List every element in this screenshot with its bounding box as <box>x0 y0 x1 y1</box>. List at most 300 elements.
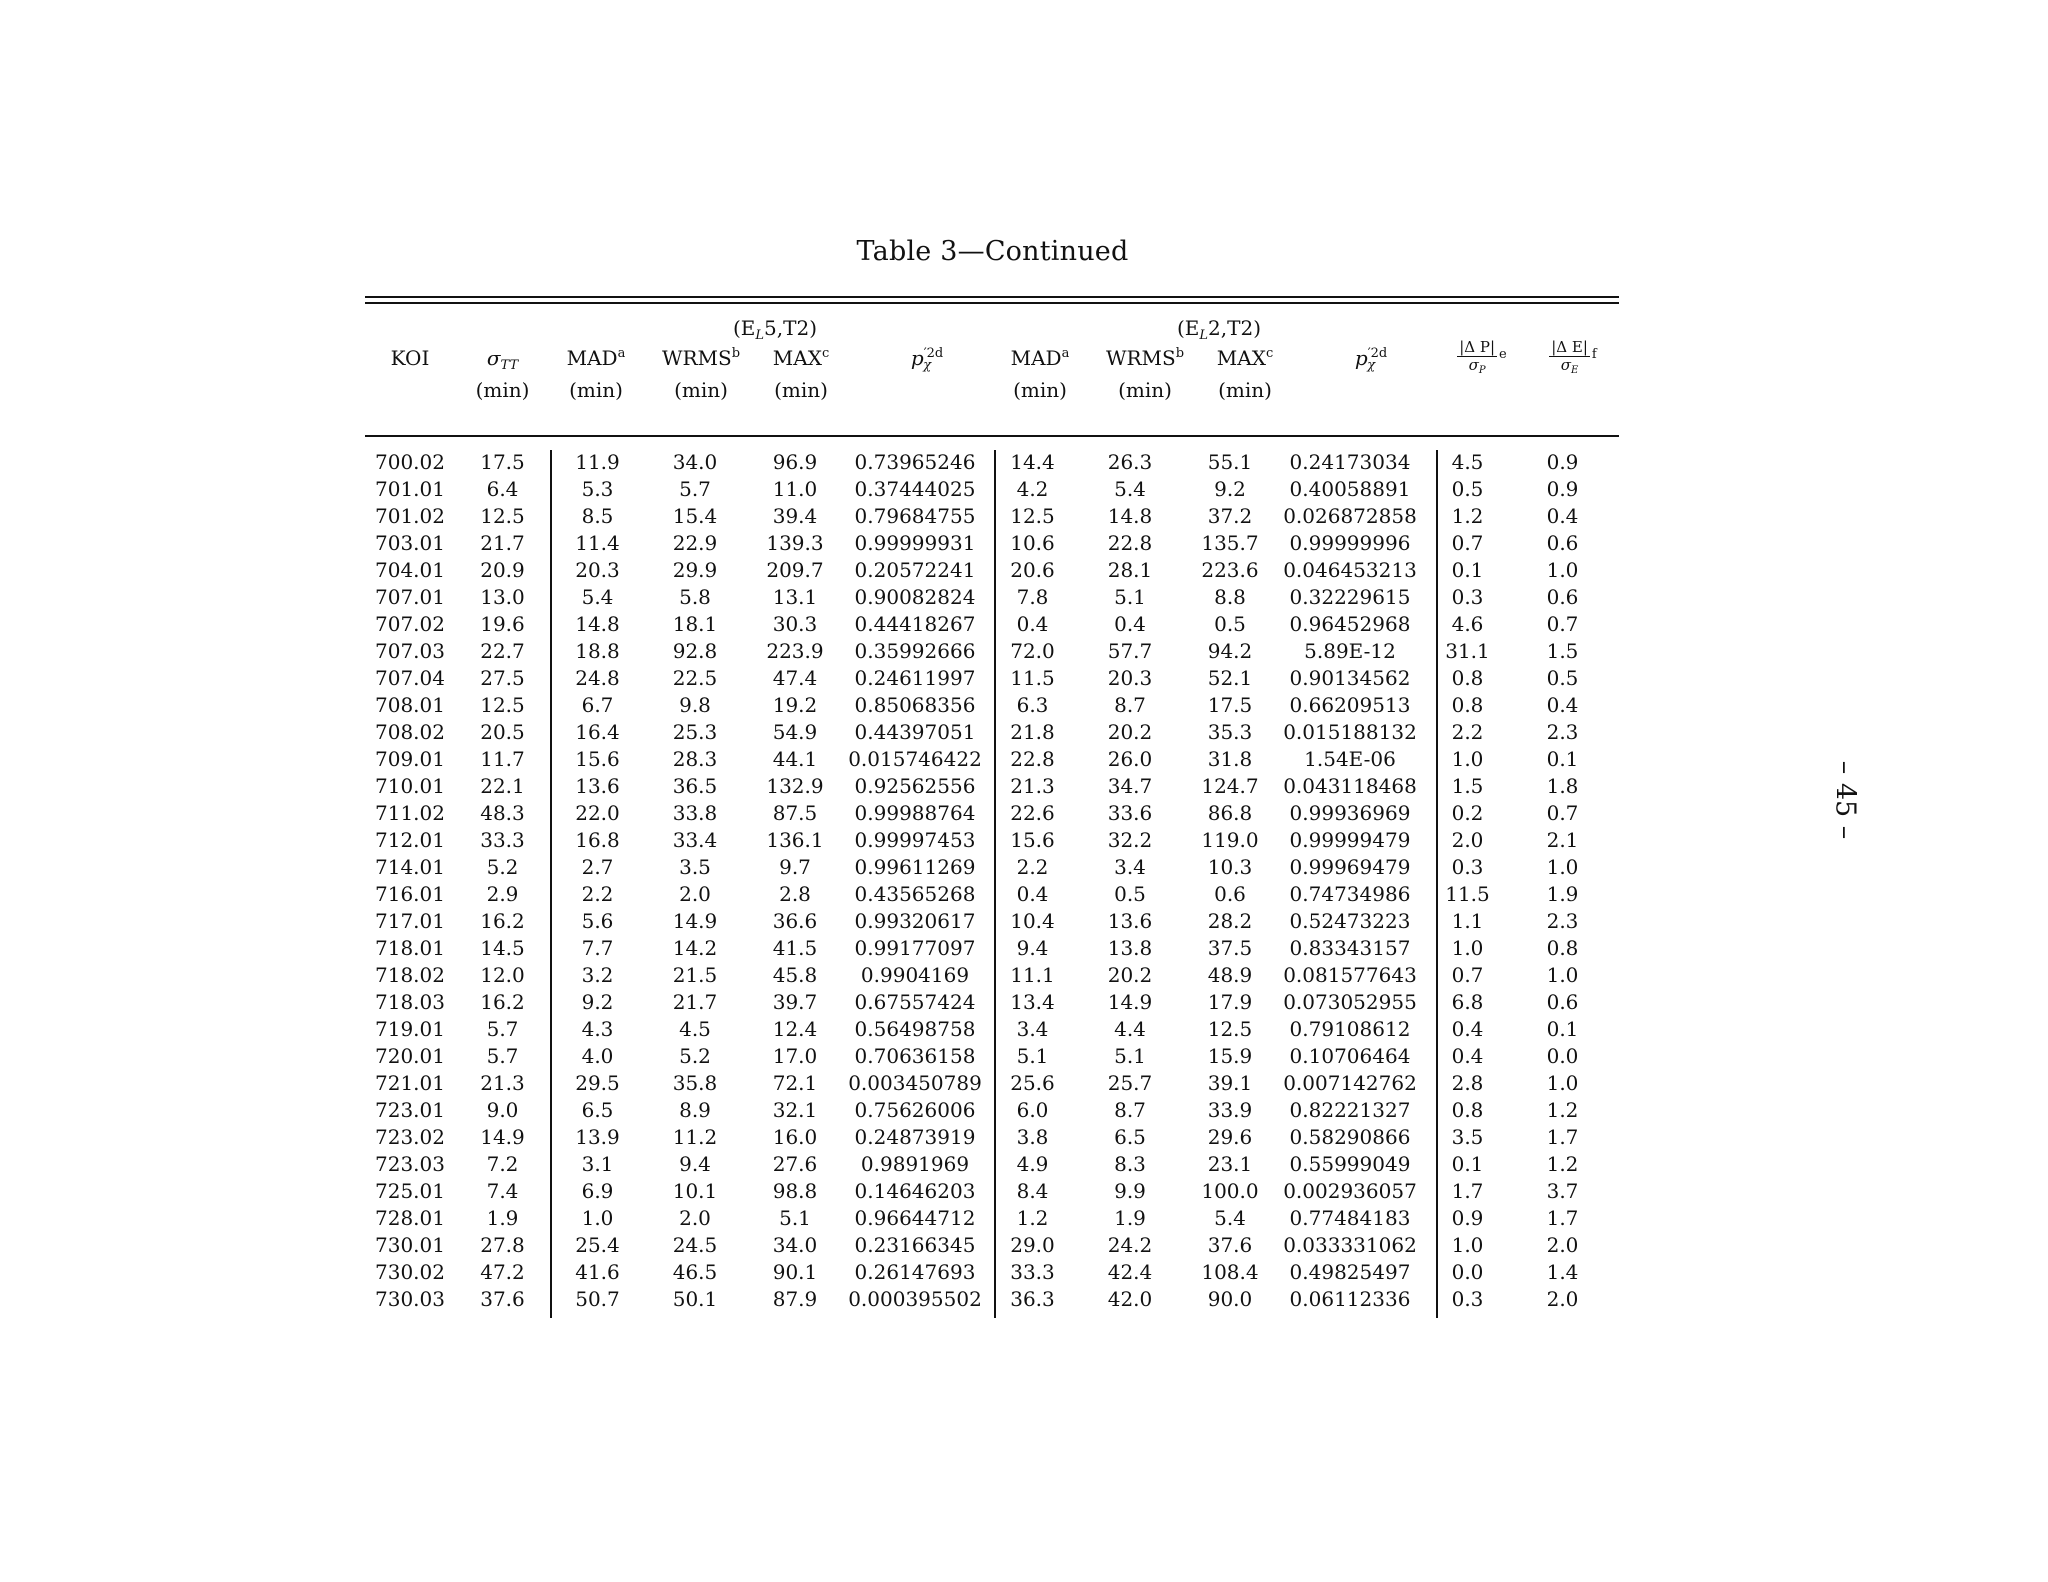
table-cell: 0.7 <box>1451 531 1484 555</box>
table-cell: 8.7 <box>1114 693 1146 717</box>
table-cell: 21.7 <box>480 531 525 555</box>
table-cell: 33.3 <box>1010 1260 1055 1284</box>
table-cell: 3.1 <box>581 1152 614 1176</box>
table-cell: 209.7 <box>766 558 824 582</box>
table-cell: 0.24173034 <box>1289 450 1411 474</box>
table-cell: 87.5 <box>772 801 818 825</box>
table-cell: 717.01 <box>375 909 445 933</box>
table-cell: 24.8 <box>575 666 620 690</box>
page-number: – 45 – <box>1829 760 1861 840</box>
table-cell: 90.0 <box>1207 1287 1253 1311</box>
table-cell: 8.5 <box>581 504 614 528</box>
table-cell: 21.5 <box>672 963 718 987</box>
table-cell: 54.9 <box>772 720 818 744</box>
table-cell: 0.081577643 <box>1283 963 1417 987</box>
table-cell: 2.7 <box>581 855 614 879</box>
table-cell: 2.1 <box>1546 828 1579 852</box>
table-cell: 30.3 <box>772 612 818 636</box>
table-cell: 1.8 <box>1546 774 1579 798</box>
table-cell: 3.2 <box>581 963 614 987</box>
table-cell: 29.9 <box>672 558 718 582</box>
table-cell: 3.4 <box>1016 1017 1049 1041</box>
table-cell: 710.01 <box>375 774 445 798</box>
table-cell: 3.5 <box>1451 1125 1484 1149</box>
table-cell: 6.5 <box>581 1098 614 1122</box>
table-cell: 108.4 <box>1201 1260 1259 1284</box>
table-cell: 4.4 <box>1114 1017 1146 1041</box>
table-cell: 50.7 <box>575 1287 620 1311</box>
table-cell: 704.01 <box>375 558 445 582</box>
table-cell: 44.1 <box>772 747 818 771</box>
column-divider-3 <box>1436 450 1438 1318</box>
table-cell: 0.9891969 <box>860 1152 970 1176</box>
table-cell: 1.0 <box>1546 558 1579 582</box>
table-cell: 5.4 <box>581 585 614 609</box>
table-cell: 11.5 <box>1445 882 1490 906</box>
header-rule <box>365 435 1619 437</box>
table-cell: 716.01 <box>375 882 445 906</box>
table-cell: 0.2 <box>1451 801 1484 825</box>
table-cell: 5.89E-12 <box>1304 639 1396 663</box>
table-cell: 20.5 <box>480 720 525 744</box>
table-cell: 0.1 <box>1546 747 1579 771</box>
table-cell: 0.06112336 <box>1289 1287 1411 1311</box>
table-cell: 12.4 <box>772 1017 818 1041</box>
table-cell: 33.6 <box>1107 801 1153 825</box>
table-cell: 1.2 <box>1546 1152 1579 1176</box>
col-header-wrms-1: WRMS$^b$ <box>661 346 741 370</box>
table-cell: 33.4 <box>672 828 718 852</box>
table-cell: 100.0 <box>1201 1179 1259 1203</box>
table-cell: 0.75626006 <box>854 1098 976 1122</box>
table-cell: 5.3 <box>581 477 614 501</box>
table-cell: 0.0 <box>1451 1260 1484 1284</box>
table-cell: 35.3 <box>1207 720 1253 744</box>
table-cell: 6.7 <box>581 693 614 717</box>
table-cell: 9.7 <box>779 855 811 879</box>
table-cell: 18.1 <box>672 612 718 636</box>
table-cell: 0.026872858 <box>1283 504 1417 528</box>
table-cell: 22.8 <box>1107 531 1153 555</box>
table-cell: 4.5 <box>679 1017 711 1041</box>
table-cell: 9.8 <box>679 693 711 717</box>
table-cell: 1.0 <box>1451 1233 1484 1257</box>
table-cell: 13.0 <box>480 585 525 609</box>
table-cell: 20.6 <box>1010 558 1055 582</box>
table-cell: 34.7 <box>1107 774 1153 798</box>
table-cell: 0.24873919 <box>854 1125 976 1149</box>
table-cell: 723.01 <box>375 1098 445 1122</box>
table-cell: 2.2 <box>1016 855 1049 879</box>
table-cell: 0.9904169 <box>860 963 970 987</box>
table-cell: 0.8 <box>1451 693 1484 717</box>
table-cell: 0.6 <box>1546 585 1579 609</box>
table-cell: 35.8 <box>672 1071 718 1095</box>
table-cell: 24.2 <box>1107 1233 1153 1257</box>
table-cell: 0.26147693 <box>854 1260 976 1284</box>
table-cell: 8.7 <box>1114 1098 1146 1122</box>
table-cell: 22.0 <box>575 801 620 825</box>
table-cell: 136.1 <box>766 828 824 852</box>
table-cell: 9.9 <box>1114 1179 1146 1203</box>
table-cell: 0.043118468 <box>1283 774 1417 798</box>
table-cell: 55.1 <box>1207 450 1253 474</box>
table-cell: 2.8 <box>1451 1071 1484 1095</box>
table-cell: 0.4 <box>1114 612 1146 636</box>
table-cell: 22.7 <box>480 639 525 663</box>
table-cell: 5.2 <box>486 855 519 879</box>
table-cell: 703.01 <box>375 531 445 555</box>
table-cell: 0.046453213 <box>1283 558 1417 582</box>
table-cell: 1.7 <box>1546 1125 1579 1149</box>
table-cell: 721.01 <box>375 1071 445 1095</box>
table-cell: 22.8 <box>1010 747 1055 771</box>
table-cell: 718.01 <box>375 936 445 960</box>
table-cell: 45.8 <box>772 963 818 987</box>
table-cell: 28.2 <box>1207 909 1253 933</box>
table-cell: 15.9 <box>1207 1044 1253 1068</box>
table-cell: 708.02 <box>375 720 445 744</box>
table-cell: 16.8 <box>575 828 620 852</box>
table-cell: 2.3 <box>1546 720 1579 744</box>
table-cell: 46.5 <box>672 1260 718 1284</box>
table-cell: 33.3 <box>480 828 525 852</box>
table-cell: 11.1 <box>1010 963 1055 987</box>
table-cell: 22.5 <box>672 666 718 690</box>
table-caption: Table 3—Continued <box>856 236 1129 267</box>
table-cell: 0.56498758 <box>854 1017 976 1041</box>
table-cell: 86.8 <box>1207 801 1253 825</box>
table-cell: 3.7 <box>1546 1179 1579 1203</box>
table-cell: 26.3 <box>1107 450 1153 474</box>
table-cell: 0.79684755 <box>854 504 976 528</box>
table-cell: 0.9 <box>1546 477 1579 501</box>
table-cell: 13.1 <box>772 585 818 609</box>
table-cell: 1.0 <box>1546 1071 1579 1095</box>
table-cell: 0.99988764 <box>854 801 976 825</box>
table-cell: 26.0 <box>1107 747 1153 771</box>
table-cell: 20.2 <box>1107 720 1153 744</box>
col-header-delta-p: $\frac{\text{|Δ P|}}{\sigma_P}$ $^e$ <box>1459 338 1507 376</box>
table-cell: 0.99177097 <box>854 936 976 960</box>
table-cell: 13.4 <box>1010 990 1055 1014</box>
table-cell: 22.6 <box>1010 801 1055 825</box>
table-cell: 0.4 <box>1451 1017 1484 1041</box>
table-cell: 707.02 <box>375 612 445 636</box>
table-cell: 0.003450789 <box>848 1071 982 1095</box>
table-cell: 0.37444025 <box>854 477 976 501</box>
col-header-wrms-2: WRMS$^b$ <box>1105 346 1185 370</box>
table-cell: 5.7 <box>486 1044 519 1068</box>
table-cell: 0.3 <box>1451 855 1484 879</box>
table-cell: 0.015746422 <box>848 747 982 771</box>
table-cell: 33.8 <box>672 801 718 825</box>
table-cell: 39.1 <box>1207 1071 1253 1095</box>
table-cell: 0.90082824 <box>854 585 976 609</box>
table-cell: 94.2 <box>1207 639 1253 663</box>
table-cell: 0.99999479 <box>1289 828 1411 852</box>
table-cell: 1.4 <box>1546 1260 1579 1284</box>
table-cell: 0.3 <box>1451 1287 1484 1311</box>
table-cell: 223.6 <box>1201 558 1259 582</box>
column-divider-1 <box>550 450 552 1318</box>
table-cell: 16.2 <box>480 990 525 1014</box>
table-cell: 0.99611269 <box>854 855 976 879</box>
table-cell: 52.1 <box>1207 666 1253 690</box>
table-cell: 2.0 <box>679 1206 711 1230</box>
table-cell: 1.0 <box>1546 963 1579 987</box>
table-cell: 7.4 <box>486 1179 519 1203</box>
table-cell: 4.3 <box>581 1017 614 1041</box>
table-cell: 13.9 <box>575 1125 620 1149</box>
col-unit-mad-1: (min) <box>569 378 623 402</box>
col-unit-wrms-2: (min) <box>1118 378 1172 402</box>
table-cell: 1.2 <box>1016 1206 1049 1230</box>
table-cell: 5.1 <box>779 1206 811 1230</box>
table-cell: 0.3 <box>1451 585 1484 609</box>
table-cell: 730.01 <box>375 1233 445 1257</box>
table-cell: 41.5 <box>772 936 818 960</box>
table-cell: 7.2 <box>486 1152 519 1176</box>
table-cell: 20.9 <box>480 558 525 582</box>
table-cell: 17.9 <box>1207 990 1253 1014</box>
table-cell: 18.8 <box>575 639 620 663</box>
table-cell: 0.4 <box>1546 693 1579 717</box>
table-cell: 0.1 <box>1546 1017 1579 1041</box>
table-cell: 0.6 <box>1546 531 1579 555</box>
table-cell: 723.02 <box>375 1125 445 1149</box>
table-cell: 2.8 <box>779 882 811 906</box>
table-cell: 11.5 <box>1010 666 1055 690</box>
table-cell: 701.02 <box>375 504 445 528</box>
table-cell: 6.0 <box>1016 1098 1049 1122</box>
table-cell: 728.01 <box>375 1206 445 1230</box>
col-unit-sigma-tt: (min) <box>475 378 530 402</box>
table-cell: 0.99999996 <box>1289 531 1411 555</box>
table-cell: 20.3 <box>575 558 620 582</box>
table-cell: 25.7 <box>1107 1071 1153 1095</box>
group-header-el2: $(E_L2,T2)$ <box>1177 316 1261 343</box>
table-cell: 0.82221327 <box>1289 1098 1411 1122</box>
table-cell: 0.99969479 <box>1289 855 1411 879</box>
col-header-delta-e: $\frac{\text{|Δ E|}}{\sigma_E}$ $^f$ <box>1551 338 1597 376</box>
table-cell: 700.02 <box>375 450 445 474</box>
table-cell: 12.5 <box>1207 1017 1253 1041</box>
table-cell: 0.8 <box>1546 936 1579 960</box>
col-unit-max-2: (min) <box>1218 378 1272 402</box>
table-cell: 701.01 <box>375 477 445 501</box>
table-cell: 28.1 <box>1107 558 1153 582</box>
table-cell: 4.2 <box>1016 477 1049 501</box>
table-cell: 0.4 <box>1016 882 1049 906</box>
table-cell: 12.5 <box>480 693 525 717</box>
table-cell: 0.92562556 <box>854 774 976 798</box>
table-cell: 1.9 <box>1114 1206 1146 1230</box>
table-cell: 4.6 <box>1451 612 1484 636</box>
table-cell: 0.32229615 <box>1289 585 1411 609</box>
table-cell: 12.0 <box>480 963 525 987</box>
table-cell: 25.6 <box>1010 1071 1055 1095</box>
table-cell: 0.5 <box>1214 612 1246 636</box>
table-cell: 19.6 <box>480 612 525 636</box>
table-cell: 10.4 <box>1010 909 1055 933</box>
table-cell: 0.8 <box>1451 666 1484 690</box>
table-cell: 2.9 <box>486 882 519 906</box>
table-cell: 1.54E-06 <box>1304 747 1396 771</box>
table-cell: 2.0 <box>679 882 711 906</box>
table-cell: 14.9 <box>672 909 718 933</box>
table-cell: 0.5 <box>1546 666 1579 690</box>
table-cell: 36.3 <box>1010 1287 1055 1311</box>
table-cell: 15.4 <box>672 504 718 528</box>
table-cell: 0.1 <box>1451 558 1484 582</box>
table-cell: 135.7 <box>1201 531 1259 555</box>
table-cell: 19.2 <box>772 693 818 717</box>
table-cell: 0.20572241 <box>854 558 976 582</box>
table-cell: 6.8 <box>1451 990 1484 1014</box>
table-cell: 37.6 <box>480 1287 525 1311</box>
table-cell: 6.3 <box>1016 693 1049 717</box>
table-cell: 0.96452968 <box>1289 612 1411 636</box>
table-cell: 707.03 <box>375 639 445 663</box>
table-cell: 6.9 <box>581 1179 614 1203</box>
col-header-pchi-2: $p^{'2d}_\chi$ <box>1354 346 1388 373</box>
table-cell: 4.5 <box>1451 450 1484 474</box>
table-cell: 29.0 <box>1010 1233 1055 1257</box>
table-cell: 139.3 <box>766 531 824 555</box>
table-cell: 14.4 <box>1010 450 1055 474</box>
table-cell: 9.2 <box>1214 477 1246 501</box>
table-cell: 16.4 <box>575 720 620 744</box>
table-cell: 72.1 <box>772 1071 818 1095</box>
table-cell: 0.8 <box>1451 1098 1484 1122</box>
table-cell: 98.8 <box>772 1179 818 1203</box>
table-cell: 50.1 <box>672 1287 718 1311</box>
table-cell: 36.5 <box>672 774 718 798</box>
table-cell: 27.6 <box>772 1152 818 1176</box>
table-cell: 132.9 <box>766 774 824 798</box>
table-cell: 57.7 <box>1107 639 1153 663</box>
table-cell: 5.1 <box>1114 1044 1146 1068</box>
table-cell: 0.90134562 <box>1289 666 1411 690</box>
table-cell: 0.7 <box>1546 801 1579 825</box>
table-cell: 709.01 <box>375 747 445 771</box>
table-cell: 0.4 <box>1016 612 1049 636</box>
table-cell: 0.002936057 <box>1283 1179 1417 1203</box>
table-cell: 1.9 <box>486 1206 519 1230</box>
table-cell: 5.2 <box>679 1044 711 1068</box>
table-cell: 11.7 <box>480 747 525 771</box>
table-cell: 25.3 <box>672 720 718 744</box>
table-cell: 41.6 <box>575 1260 620 1284</box>
table-cell: 1.7 <box>1546 1206 1579 1230</box>
table-cell: 2.0 <box>1546 1233 1579 1257</box>
table-cell: 730.03 <box>375 1287 445 1311</box>
table-cell: 12.5 <box>480 504 525 528</box>
table-cell: 0.43565268 <box>854 882 976 906</box>
table-cell: 8.9 <box>679 1098 711 1122</box>
table-cell: 0.67557424 <box>854 990 976 1014</box>
table-cell: 32.2 <box>1107 828 1153 852</box>
table-cell: 0.79108612 <box>1289 1017 1411 1041</box>
table-cell: 223.9 <box>766 639 824 663</box>
table-cell: 707.01 <box>375 585 445 609</box>
table-cell: 21.8 <box>1010 720 1055 744</box>
table-cell: 5.1 <box>1114 585 1146 609</box>
table-cell: 96.9 <box>772 450 818 474</box>
table-cell: 1.1 <box>1451 909 1484 933</box>
table-cell: 21.3 <box>1010 774 1055 798</box>
table-cell: 11.9 <box>575 450 620 474</box>
table-cell: 0.99320617 <box>854 909 976 933</box>
table-cell: 0.24611997 <box>854 666 976 690</box>
table-cell: 20.3 <box>1107 666 1153 690</box>
table-cell: 0.000395502 <box>848 1287 982 1311</box>
table-cell: 5.1 <box>1016 1044 1049 1068</box>
table-cell: 712.01 <box>375 828 445 852</box>
table-cell: 37.2 <box>1207 504 1253 528</box>
col-header-pchi-1: $p^{'2d}_\chi$ <box>910 346 944 373</box>
table-cell: 0.66209513 <box>1289 693 1411 717</box>
table-cell: 21.3 <box>480 1071 525 1095</box>
table-cell: 72.0 <box>1010 639 1055 663</box>
table-cell: 0.49825497 <box>1289 1260 1411 1284</box>
table-cell: 12.5 <box>1010 504 1055 528</box>
table-cell: 4.0 <box>581 1044 614 1068</box>
table-cell: 719.01 <box>375 1017 445 1041</box>
table-cell: 1.7 <box>1451 1179 1484 1203</box>
table-cell: 16.2 <box>480 909 525 933</box>
table-cell: 0.52473223 <box>1289 909 1411 933</box>
table-cell: 1.2 <box>1451 504 1484 528</box>
table-cell: 1.5 <box>1451 774 1484 798</box>
table-cell: 720.01 <box>375 1044 445 1068</box>
table-cell: 20.2 <box>1107 963 1153 987</box>
table-cell: 2.2 <box>581 882 614 906</box>
table-cell: 725.01 <box>375 1179 445 1203</box>
table-cell: 711.02 <box>375 801 445 825</box>
table-cell: 3.8 <box>1016 1125 1049 1149</box>
table-cell: 3.5 <box>679 855 711 879</box>
table-cell: 14.2 <box>672 936 718 960</box>
table-cell: 0.4 <box>1451 1044 1484 1068</box>
table-cell: 0.7 <box>1451 963 1484 987</box>
table-cell: 0.5 <box>1114 882 1146 906</box>
table-cell: 730.02 <box>375 1260 445 1284</box>
table-cell: 34.0 <box>672 450 718 474</box>
table-cell: 0.14646203 <box>854 1179 976 1203</box>
table-cell: 14.8 <box>575 612 620 636</box>
table-cell: 14.8 <box>1107 504 1153 528</box>
table-cell: 37.6 <box>1207 1233 1253 1257</box>
table-cell: 1.5 <box>1546 639 1579 663</box>
table-cell: 0.4 <box>1546 504 1579 528</box>
table-cell: 0.6 <box>1214 882 1246 906</box>
table-cell: 0.73965246 <box>854 450 976 474</box>
table-cell: 17.5 <box>480 450 525 474</box>
table-cell: 13.8 <box>1107 936 1153 960</box>
table-cell: 0.6 <box>1546 990 1579 1014</box>
table-cell: 0.015188132 <box>1283 720 1417 744</box>
table-cell: 0.007142762 <box>1283 1071 1417 1095</box>
table-cell: 17.5 <box>1207 693 1253 717</box>
table-cell: 5.6 <box>581 909 614 933</box>
table-cell: 42.0 <box>1107 1287 1153 1311</box>
table-cell: 0.55999049 <box>1289 1152 1411 1176</box>
table-cell: 28.3 <box>672 747 718 771</box>
table-cell: 8.4 <box>1016 1179 1049 1203</box>
table-cell: 0.23166345 <box>854 1233 976 1257</box>
